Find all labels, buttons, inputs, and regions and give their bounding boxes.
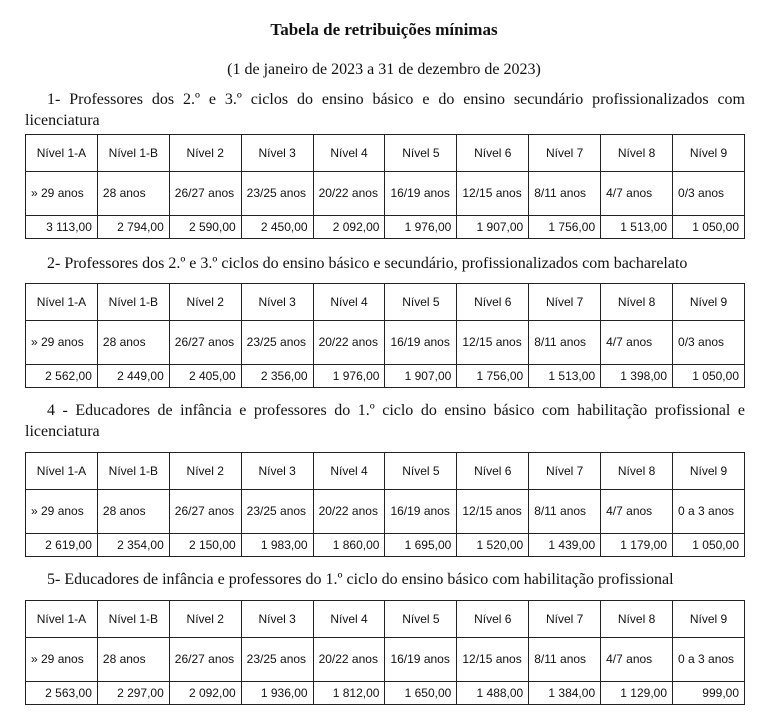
value-cell: 1 907,00 (457, 216, 529, 239)
level-cell: Nível 9 (673, 453, 745, 490)
level-cell: Nível 6 (457, 601, 529, 638)
age-row (26, 638, 745, 682)
age-row (26, 321, 745, 365)
age-row (26, 172, 745, 216)
level-cell: Nível 2 (169, 135, 241, 172)
age-cell: 20/22 anos (313, 321, 385, 365)
level-cell: Nível 6 (457, 284, 529, 321)
age-cell: 28 anos (97, 321, 169, 365)
age-cell: 26/27 anos (169, 638, 241, 682)
section-1-table (25, 134, 745, 239)
level-cell: Nível 3 (241, 284, 313, 321)
level-cell: Nível 9 (673, 284, 745, 321)
age-cell: 26/27 anos (169, 490, 241, 534)
age-cell: » 29 anos (26, 638, 98, 682)
age-cell: » 29 anos (26, 321, 98, 365)
age-cell: 0/3 anos (673, 321, 745, 365)
level-cell: Nível 7 (529, 453, 601, 490)
level-cell: Nível 2 (169, 453, 241, 490)
age-cell: 23/25 anos (241, 321, 313, 365)
level-header-row (26, 453, 745, 490)
level-cell: Nível 4 (313, 601, 385, 638)
value-cell: 1 520,00 (457, 534, 529, 557)
document-subtitle: (1 de janeiro de 2023 a 31 de dezembro de 2023) (227, 61, 541, 78)
age-cell: 16/19 anos (385, 638, 457, 682)
value-cell: 1 936,00 (241, 682, 313, 705)
level-cell: Nível 1-B (97, 601, 169, 638)
value-cell: 2 449,00 (97, 365, 169, 388)
age-cell: » 29 anos (26, 172, 98, 216)
value-cell: 2 354,00 (97, 534, 169, 557)
age-cell: 28 anos (97, 172, 169, 216)
level-cell: Nível 1-A (26, 135, 98, 172)
value-cell: 2 297,00 (97, 682, 169, 705)
level-cell: Nível 1-B (97, 284, 169, 321)
level-header-row (26, 135, 745, 172)
level-cell: Nível 5 (385, 453, 457, 490)
age-cell: 23/25 anos (241, 172, 313, 216)
value-cell: 1 907,00 (385, 365, 457, 388)
value-cell: 1 179,00 (601, 534, 673, 557)
value-cell: 1 983,00 (241, 534, 313, 557)
age-cell: 23/25 anos (241, 490, 313, 534)
value-row (26, 682, 745, 705)
age-cell: 4/7 anos (601, 321, 673, 365)
value-cell: 1 384,00 (529, 682, 601, 705)
value-cell: 2 092,00 (169, 682, 241, 705)
value-cell: 2 405,00 (169, 365, 241, 388)
age-cell: 16/19 anos (385, 490, 457, 534)
age-cell: 0/3 anos (673, 172, 745, 216)
value-cell: 1 050,00 (673, 534, 745, 557)
value-cell: 1 129,00 (601, 682, 673, 705)
level-cell: Nível 9 (673, 135, 745, 172)
value-cell: 1 860,00 (313, 534, 385, 557)
age-cell: 12/15 anos (457, 490, 529, 534)
value-cell: 2 590,00 (169, 216, 241, 239)
value-cell: 1 050,00 (673, 365, 745, 388)
level-cell: Nível 8 (601, 135, 673, 172)
level-cell: Nível 1-B (97, 135, 169, 172)
value-cell: 999,00 (673, 682, 745, 705)
age-cell: 0 a 3 anos (673, 490, 745, 534)
age-cell: 28 anos (97, 638, 169, 682)
value-cell: 2 563,00 (26, 682, 98, 705)
level-cell: Nível 7 (529, 601, 601, 638)
level-cell: Nível 4 (313, 453, 385, 490)
level-cell: Nível 3 (241, 601, 313, 638)
age-cell: 8/11 anos (529, 321, 601, 365)
age-cell: » 29 anos (26, 490, 98, 534)
age-cell: 12/15 anos (457, 172, 529, 216)
level-header-row (26, 284, 745, 321)
level-cell: Nível 9 (673, 601, 745, 638)
level-cell: Nível 5 (385, 601, 457, 638)
age-cell: 8/11 anos (529, 172, 601, 216)
age-cell: 12/15 anos (457, 321, 529, 365)
level-cell: Nível 1-B (97, 453, 169, 490)
level-cell: Nível 3 (241, 135, 313, 172)
level-cell: Nível 8 (601, 453, 673, 490)
level-cell: Nível 2 (169, 284, 241, 321)
age-cell: 20/22 anos (313, 638, 385, 682)
level-cell: Nível 2 (169, 601, 241, 638)
value-cell: 1 756,00 (457, 365, 529, 388)
value-cell: 1 812,00 (313, 682, 385, 705)
value-row (26, 534, 745, 557)
age-cell: 28 anos (97, 490, 169, 534)
value-cell: 2 619,00 (26, 534, 98, 557)
value-cell: 1 976,00 (313, 365, 385, 388)
document-title: Tabela de retribuições mínimas (270, 20, 498, 39)
value-row (26, 365, 745, 388)
section-1-heading: 1- Professores dos 2.º e 3.º ciclos do ensino básico e do ensino secundário profissionalizados com licenciatura (25, 91, 745, 129)
level-cell: Nível 3 (241, 453, 313, 490)
age-cell: 4/7 anos (601, 638, 673, 682)
level-cell: Nível 5 (385, 135, 457, 172)
age-cell: 8/11 anos (529, 638, 601, 682)
age-row (26, 490, 745, 534)
age-cell: 4/7 anos (601, 172, 673, 216)
level-cell: Nível 4 (313, 135, 385, 172)
value-cell: 2 092,00 (313, 216, 385, 239)
level-cell: Nível 1-A (26, 284, 98, 321)
age-cell: 0 a 3 anos (673, 638, 745, 682)
value-cell: 2 356,00 (241, 365, 313, 388)
level-cell: Nível 5 (385, 284, 457, 321)
age-cell: 8/11 anos (529, 490, 601, 534)
age-cell: 26/27 anos (169, 172, 241, 216)
value-cell: 1 513,00 (529, 365, 601, 388)
value-cell: 1 756,00 (529, 216, 601, 239)
value-cell: 1 398,00 (601, 365, 673, 388)
level-cell: Nível 8 (601, 284, 673, 321)
value-cell: 1 488,00 (457, 682, 529, 705)
section-5-heading: 5- Educadores de infância e professores do 1.º ciclo do ensino básico com habilitação profissional (47, 571, 674, 588)
age-cell: 20/22 anos (313, 490, 385, 534)
level-header-row (26, 601, 745, 638)
value-cell: 1 650,00 (385, 682, 457, 705)
section-2-table (25, 283, 745, 388)
age-cell: 12/15 anos (457, 638, 529, 682)
section-4-table (25, 452, 745, 557)
value-cell: 1 513,00 (601, 216, 673, 239)
level-cell: Nível 7 (529, 135, 601, 172)
value-cell: 1 050,00 (673, 216, 745, 239)
age-cell: 16/19 anos (385, 321, 457, 365)
age-cell: 26/27 anos (169, 321, 241, 365)
value-cell: 2 794,00 (97, 216, 169, 239)
value-cell: 1 695,00 (385, 534, 457, 557)
value-row (26, 216, 745, 239)
level-cell: Nível 1-A (26, 453, 98, 490)
level-cell: Nível 8 (601, 601, 673, 638)
value-cell: 1 439,00 (529, 534, 601, 557)
value-cell: 2 562,00 (26, 365, 98, 388)
age-cell: 23/25 anos (241, 638, 313, 682)
age-cell: 4/7 anos (601, 490, 673, 534)
value-cell: 2 450,00 (241, 216, 313, 239)
level-cell: Nível 4 (313, 284, 385, 321)
level-cell: Nível 6 (457, 135, 529, 172)
section-5-table (25, 600, 745, 705)
section-2-heading: 2- Professores dos 2.º e 3.º ciclos do ensino básico e secundário, profissionalizados com bacharelato (47, 255, 688, 272)
level-cell: Nível 6 (457, 453, 529, 490)
value-cell: 2 150,00 (169, 534, 241, 557)
age-cell: 16/19 anos (385, 172, 457, 216)
level-cell: Nível 7 (529, 284, 601, 321)
value-cell: 1 976,00 (385, 216, 457, 239)
value-cell: 3 113,00 (26, 216, 98, 239)
age-cell: 20/22 anos (313, 172, 385, 216)
level-cell: Nível 1-A (26, 601, 98, 638)
section-4-heading: 4 - Educadores de infância e professores do 1.º ciclo do ensino básico com habilitação profissional e licenciatura (25, 402, 745, 440)
